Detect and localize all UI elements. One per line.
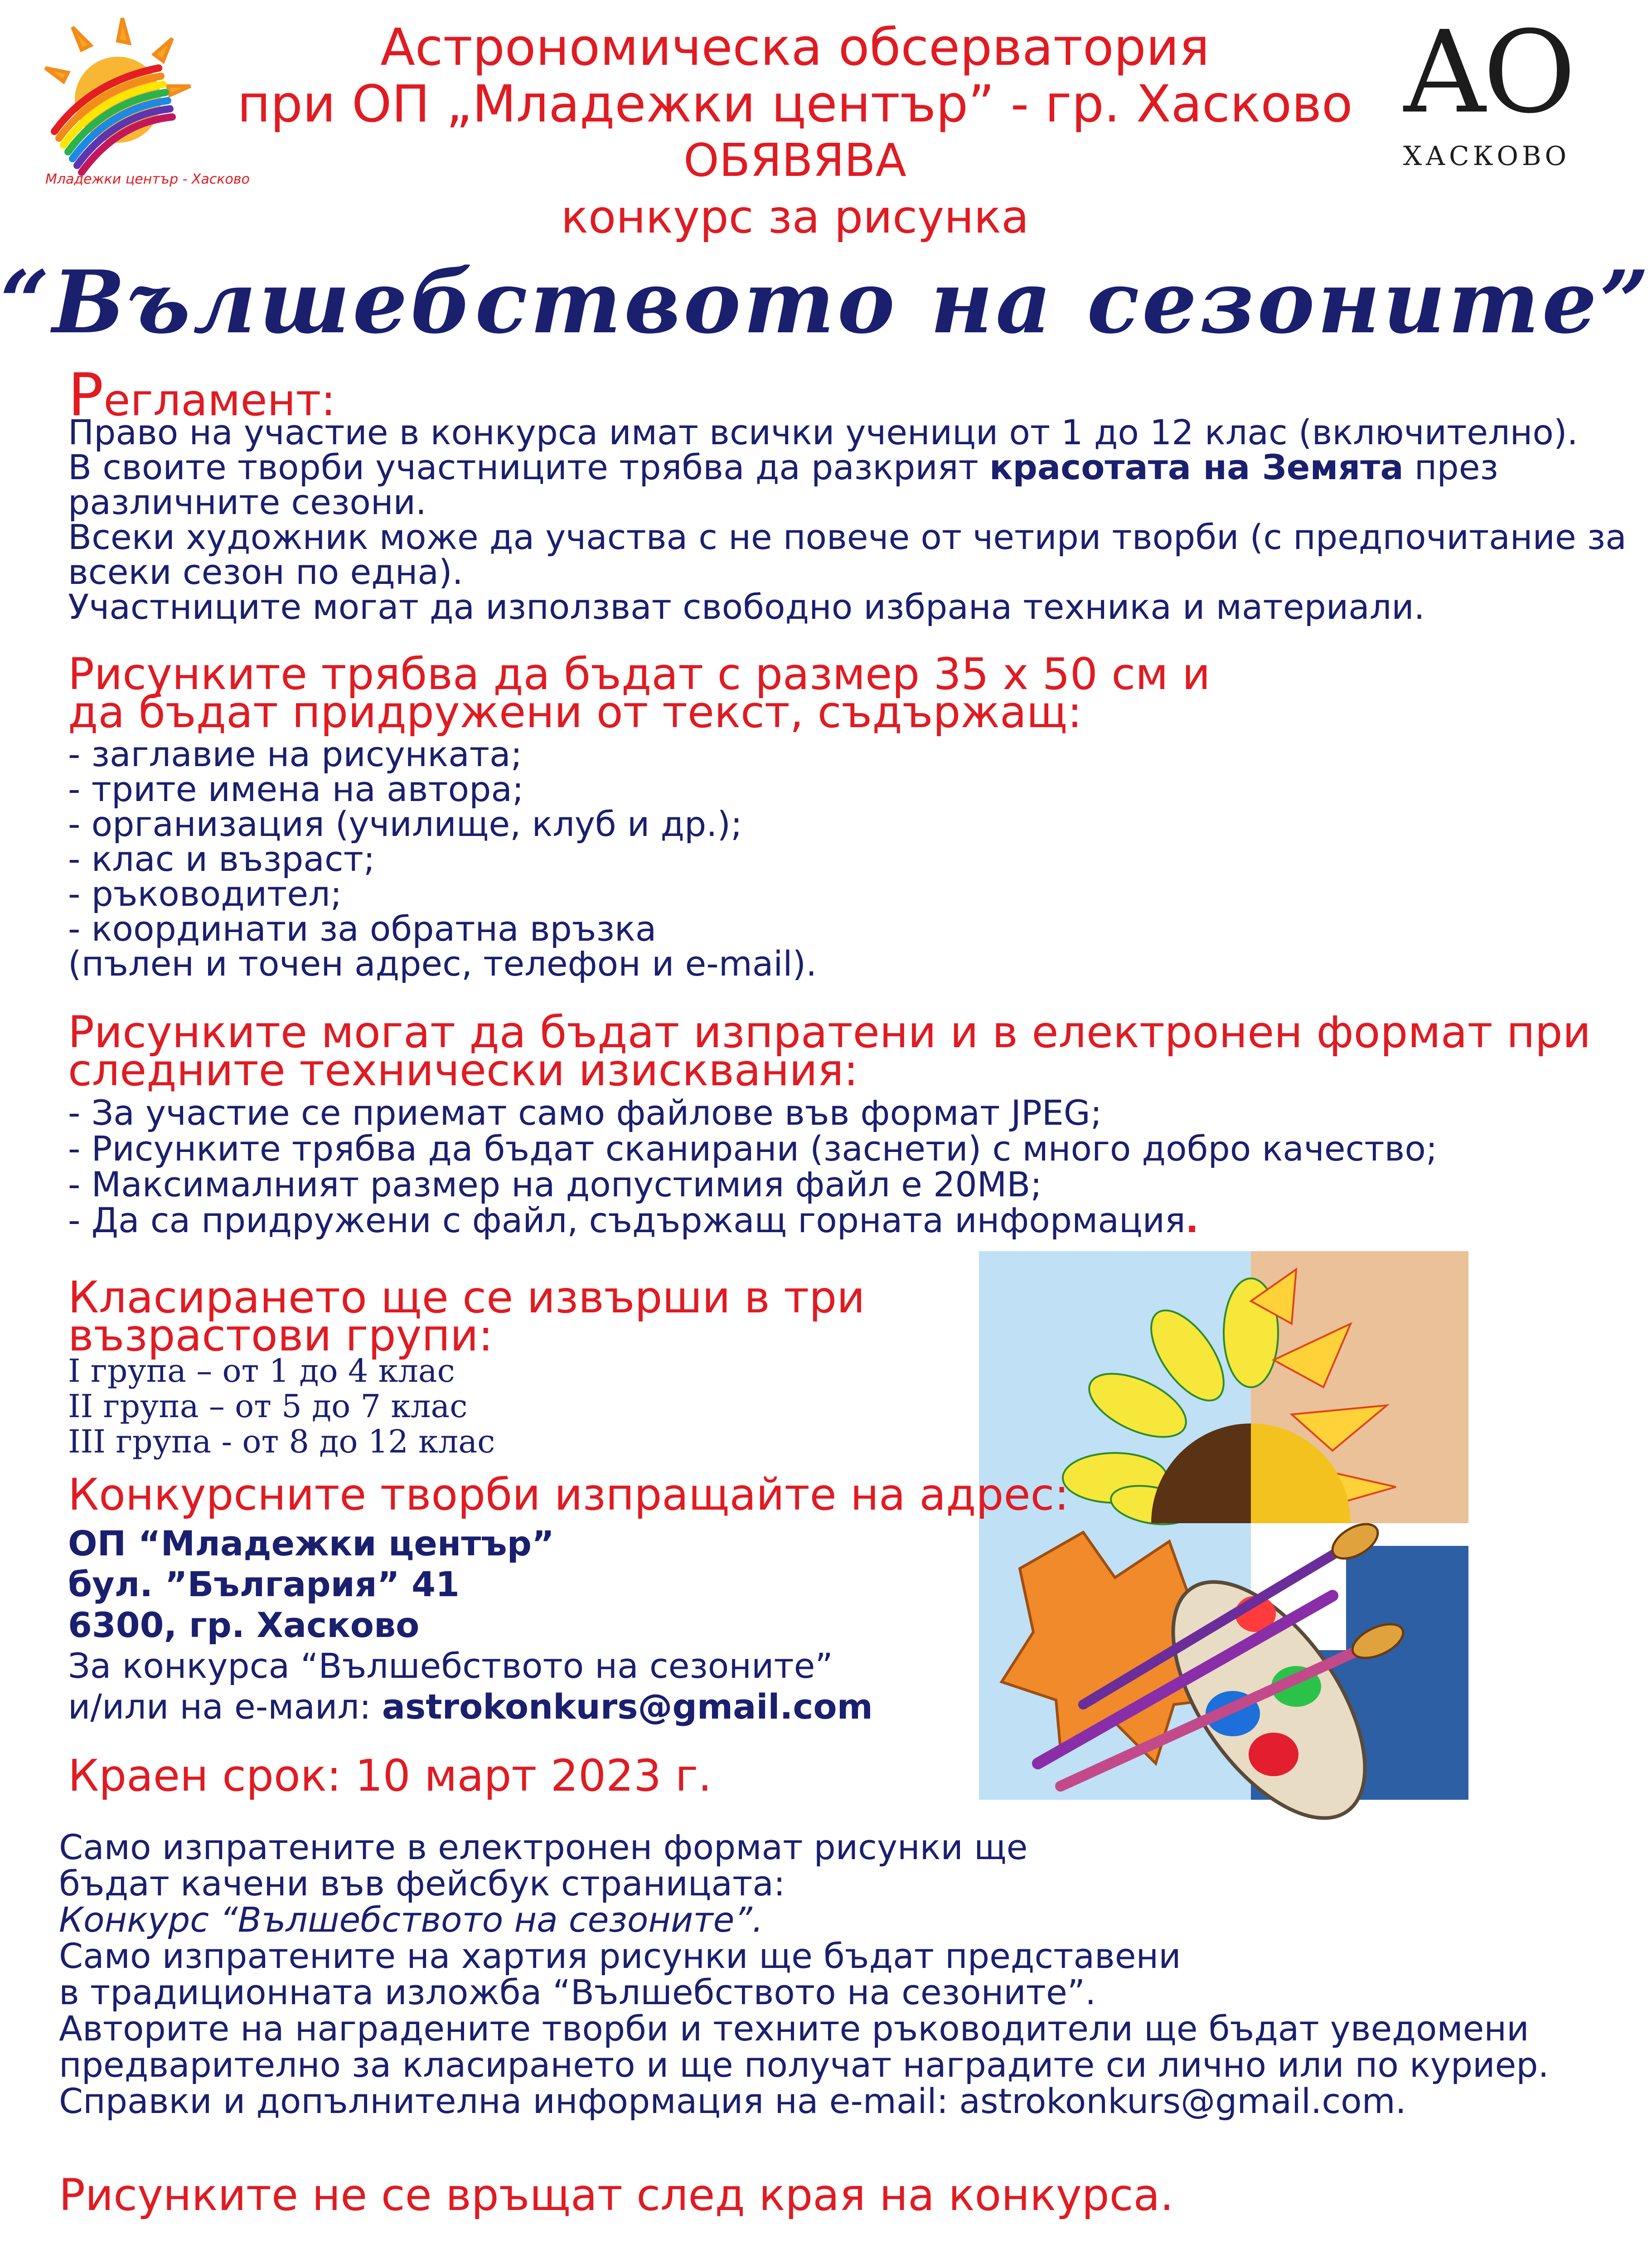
reglament-heading-first: Р — [68, 360, 104, 429]
list-item: (пълен и точен адрес, телефон и e-mail). — [68, 943, 817, 984]
email-link[interactable]: astrokonkurs@gmail.com — [382, 1686, 873, 1727]
list-item: - Рисунките трябва да бъдат сканирани (заснети) с много добро качество; — [68, 1128, 1438, 1169]
list-item: - клас и възраст; — [68, 839, 375, 879]
list-item-text: - Да са придружени с файл, съдържащ горната информация — [68, 1200, 1186, 1240]
reglament-line: Участниците могат да използват свободно избрана техника и материали. — [68, 587, 1425, 627]
groups-heading-line: Класирането ще се извърши в три — [68, 1272, 865, 1323]
electronic-heading-line: Рисунките могат да бъдат изпратени и в електронен формат при — [68, 1007, 1591, 1058]
size-heading-line: да бъдат придружени от текст, съдържащ: — [68, 687, 1082, 738]
reglament-line: Право на участие в конкурса имат всички ученици от 1 до 12 клас (включително). — [68, 412, 1578, 452]
reglament-text: В своите творби участниците трябва да разкрият — [68, 447, 989, 487]
groups-heading-line: възрастови групи: — [68, 1310, 493, 1361]
list-item: - координати за обратна връзка — [68, 908, 657, 949]
list-item: II група – от 5 до 7 клас — [68, 1388, 468, 1425]
list-item: - Максималният размер на допустимия файл е 20MB; — [68, 1164, 1042, 1205]
facebook-page-name: Конкурс “Вълшебството на сезоните”. — [59, 1899, 763, 1940]
list-item: I група – от 1 до 4 клас — [68, 1352, 455, 1389]
observatory-logo-caption: ХАСКОВО — [1403, 141, 1570, 171]
header-contest: конкурс за рисунка — [561, 190, 1029, 243]
notes-line: Справки и допълнителна информация на e-mail: astrokonkurs@gmail.com. — [59, 2081, 1406, 2121]
reglament-line: всеки сезон по една). — [68, 552, 463, 592]
reglament-line: Всеки художник може да участва с не повече от четири творби (с предпочитание за — [68, 517, 1627, 557]
list-item: - ръководител; — [68, 874, 342, 914]
size-heading-line: Рисунките трябва да бъдат с размер 35 х 50 см и — [68, 649, 1211, 699]
size-list — [68, 734, 817, 984]
notes-line: Само изпратените на хартия рисунки ще бъдат представени — [59, 1936, 1181, 1976]
reglament-text: през — [1403, 447, 1498, 487]
address-line: бул. ”България” 41 — [68, 1564, 460, 1604]
address-line — [68, 1686, 873, 1727]
list-item: - заглавие на рисунката; — [68, 734, 523, 774]
address-heading: Конкурсните творби изпращайте на адрес: — [68, 1469, 1069, 1520]
footer-note: Рисунките не се връщат след края на конкурса. — [59, 2170, 1174, 2220]
list-item: - организация (училище, клуб и др.); — [68, 804, 742, 844]
groups-heading — [68, 1272, 865, 1361]
observatory-logo-letters: АО — [1401, 6, 1572, 138]
reglament-emphasis: красотата на Земята — [989, 447, 1404, 487]
list-item: III група - от 8 до 12 клас — [68, 1423, 495, 1460]
electronic-list — [68, 1095, 1437, 1238]
address-line: За конкурса “Вълшебството на сезоните” — [68, 1646, 833, 1686]
address-line: ОП “Младежки център” — [68, 1523, 554, 1564]
notes-line: в традиционната изложба “Вълшебството на сезоните”. — [59, 1972, 1096, 2012]
reglament-line — [68, 447, 1627, 487]
notes-line: Авторите на наградените творби и техните ръководители ще бъдат уведомени — [59, 2008, 1529, 2049]
contest-title: “Вълшебството на сезоните” — [0, 252, 1652, 353]
list-item-dot: . — [1185, 1200, 1199, 1240]
reglament-body — [68, 412, 1627, 627]
electronic-heading — [68, 1007, 1591, 1096]
header-announce: ОБЯВЯВА — [683, 134, 906, 187]
notes-line: бъдат качени във фейсбук страницата: — [59, 1863, 785, 1904]
header-line2: при ОП „Младежки център” - гр. Хасково — [237, 75, 1353, 134]
list-item: - трите имена на автора; — [68, 769, 524, 809]
electronic-heading-line: следните технически изисквания: — [68, 1045, 858, 1096]
size-heading — [68, 649, 1211, 738]
seasons-artwork — [979, 1251, 1468, 1800]
reglament-heading-rest: егламент: — [103, 375, 336, 426]
header-line1: Астрономическа обсерватория — [380, 18, 1210, 77]
groups-list — [68, 1353, 495, 1459]
address-line: 6300, гр. Хасково — [68, 1605, 420, 1645]
notes-line: Само изпратените в електронен формат рисунки ще — [59, 1827, 1028, 1867]
deadline: Краен срок: 10 март 2023 г. — [68, 1750, 712, 1801]
address-text: и/или на е-маил: — [68, 1686, 382, 1727]
list-item: - За участие се приемат само файлове във формат JPEG; — [68, 1093, 1102, 1133]
address-block — [68, 1523, 873, 1727]
notes-line: предварително за класирането и ще получат наградите си лично или по куриер. — [59, 2045, 1549, 2085]
list-item — [68, 1202, 1437, 1238]
left-logo-caption: Младежки център - Хасково — [45, 171, 250, 187]
reglament-line: различните сезони. — [68, 482, 427, 522]
notes-block — [59, 1829, 1549, 2119]
